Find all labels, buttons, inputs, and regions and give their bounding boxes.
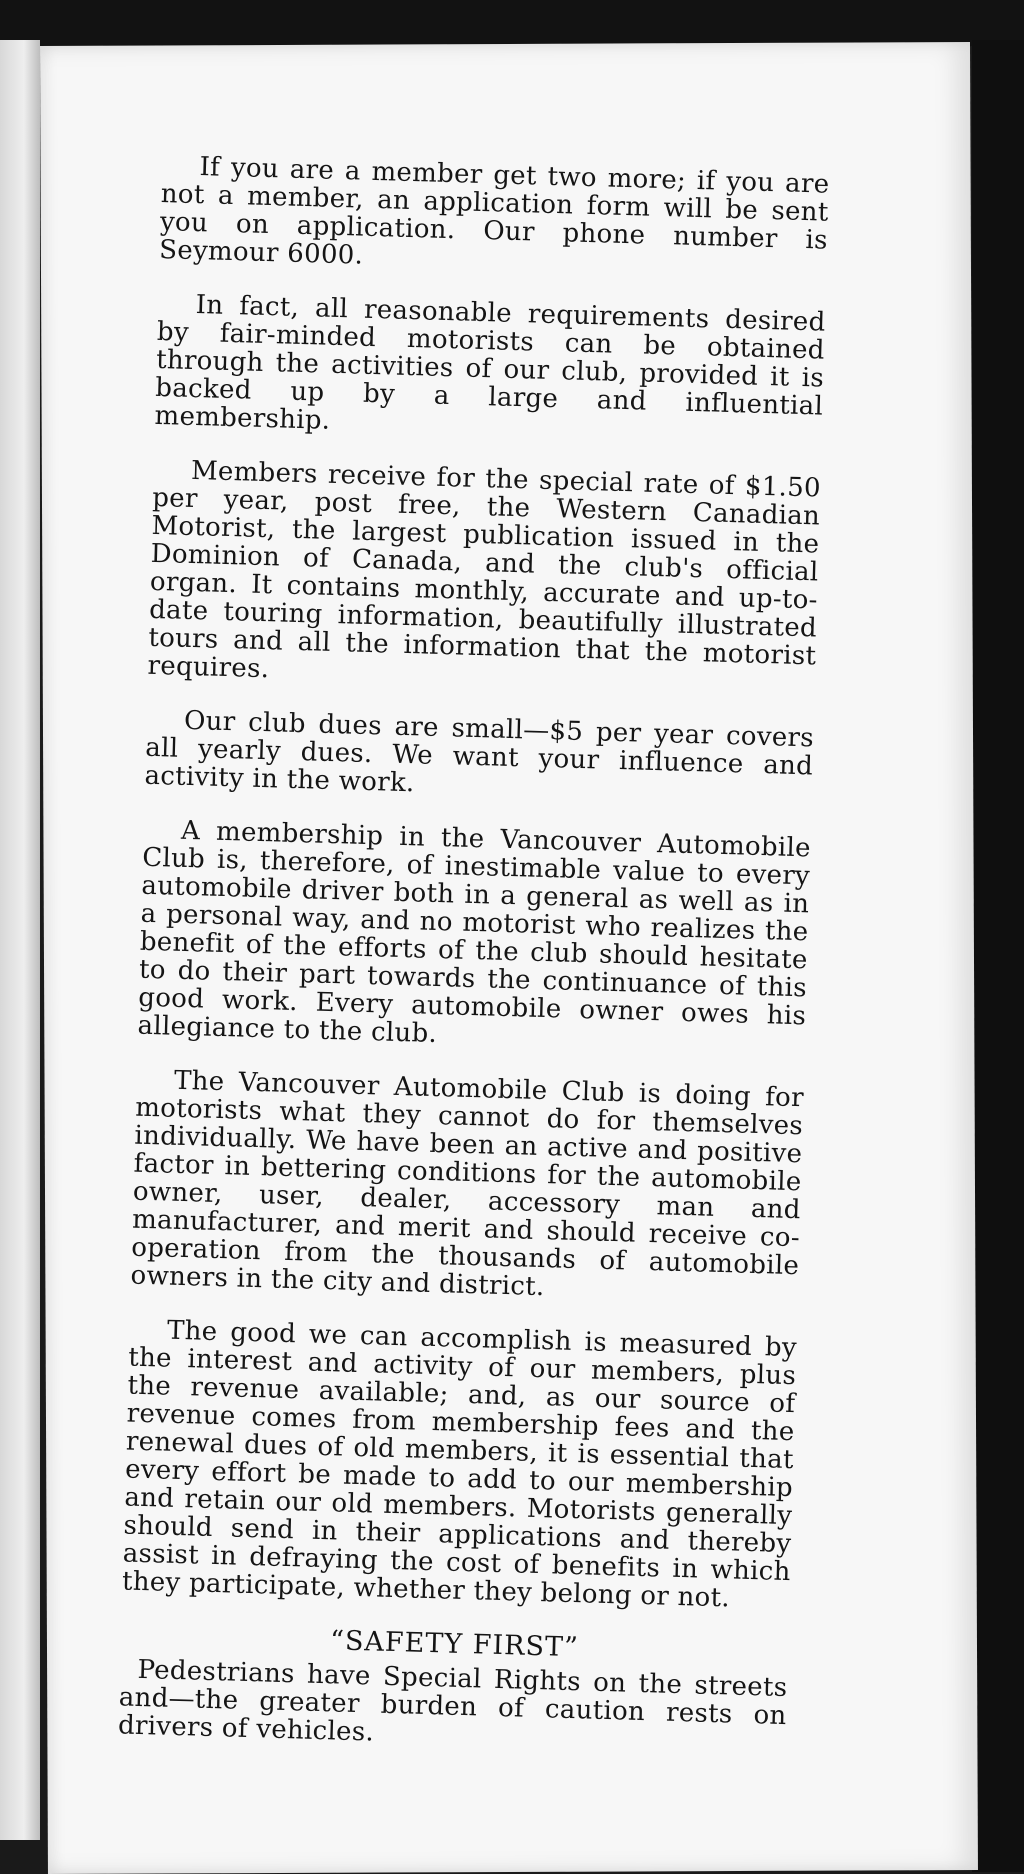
page-text bbox=[118, 152, 830, 1758]
paragraph-requirements: In fact, all reasonable requirements desired by fair-minded motorists can be obtained through the activities of our club, provided it is backed up by a large and influential membership. bbox=[154, 290, 826, 436]
closing-paragraph: Pedestrians have Special Rights on the streets and—the greater burden of caution rests on drivers of vehicles. bbox=[117, 1654, 788, 1748]
scan-top-border bbox=[0, 0, 1024, 46]
paragraph-dues: Our club dues are small—$5 per year covers all yearly dues. We want your influence and activity in the work. bbox=[144, 705, 815, 799]
scan-right-border bbox=[972, 40, 1024, 1872]
paragraph-publication: Members receive for the special rate of $1.50 per year, post free, the Western Canadian Motorist, the largest publication issued in the Dominion of Canada, and the club's official organ. It contains monthly, accurate and up-to-date touring information, beautifully illustrated tours and all the information that the motorist requires. bbox=[147, 455, 822, 685]
paragraph-membership-value: A membership in the Vancouver Automobile Club is, therefore, of inestimable value to every automobile driver both in a general as well as in a personal way, and no motorist who realizes the benefit of the efforts of the club should hesitate to do their part towards the continuance of this good work. Every automobile owner owes his allegiance to the club. bbox=[137, 815, 812, 1050]
section-heading: “SAFETY FIRST” bbox=[329, 1625, 580, 1664]
adjacent-page-edge bbox=[0, 40, 40, 1840]
paragraph-membership-invite: If you are a member get two more; if you are not a member, an application form will be sent you on application. Our phone number is Seymour 6000. bbox=[158, 152, 830, 271]
paragraph-club-role: The Vancouver Automobile Club is doing for motorists what they cannot do for themselves individually. We have been an active and positive factor in bettering conditions for the automobile owner, user, dealer, accessory man and manufacturer, and merit and should receive co-operation from the thousands of automobile owners in the city and district. bbox=[130, 1065, 805, 1303]
paragraph-revenue: The good we can accomplish is measured by the interest and activity of our members, plus the revenue available; and, as our source of revenue comes from membership fees and the renewal dues of old members, it is essential that every effort be made to add to our membership and retain our old members. Motorists generally should send in their applications and thereby assist in defraying the cost of benefits in which they participate, whether they belong or not. bbox=[121, 1315, 798, 1614]
